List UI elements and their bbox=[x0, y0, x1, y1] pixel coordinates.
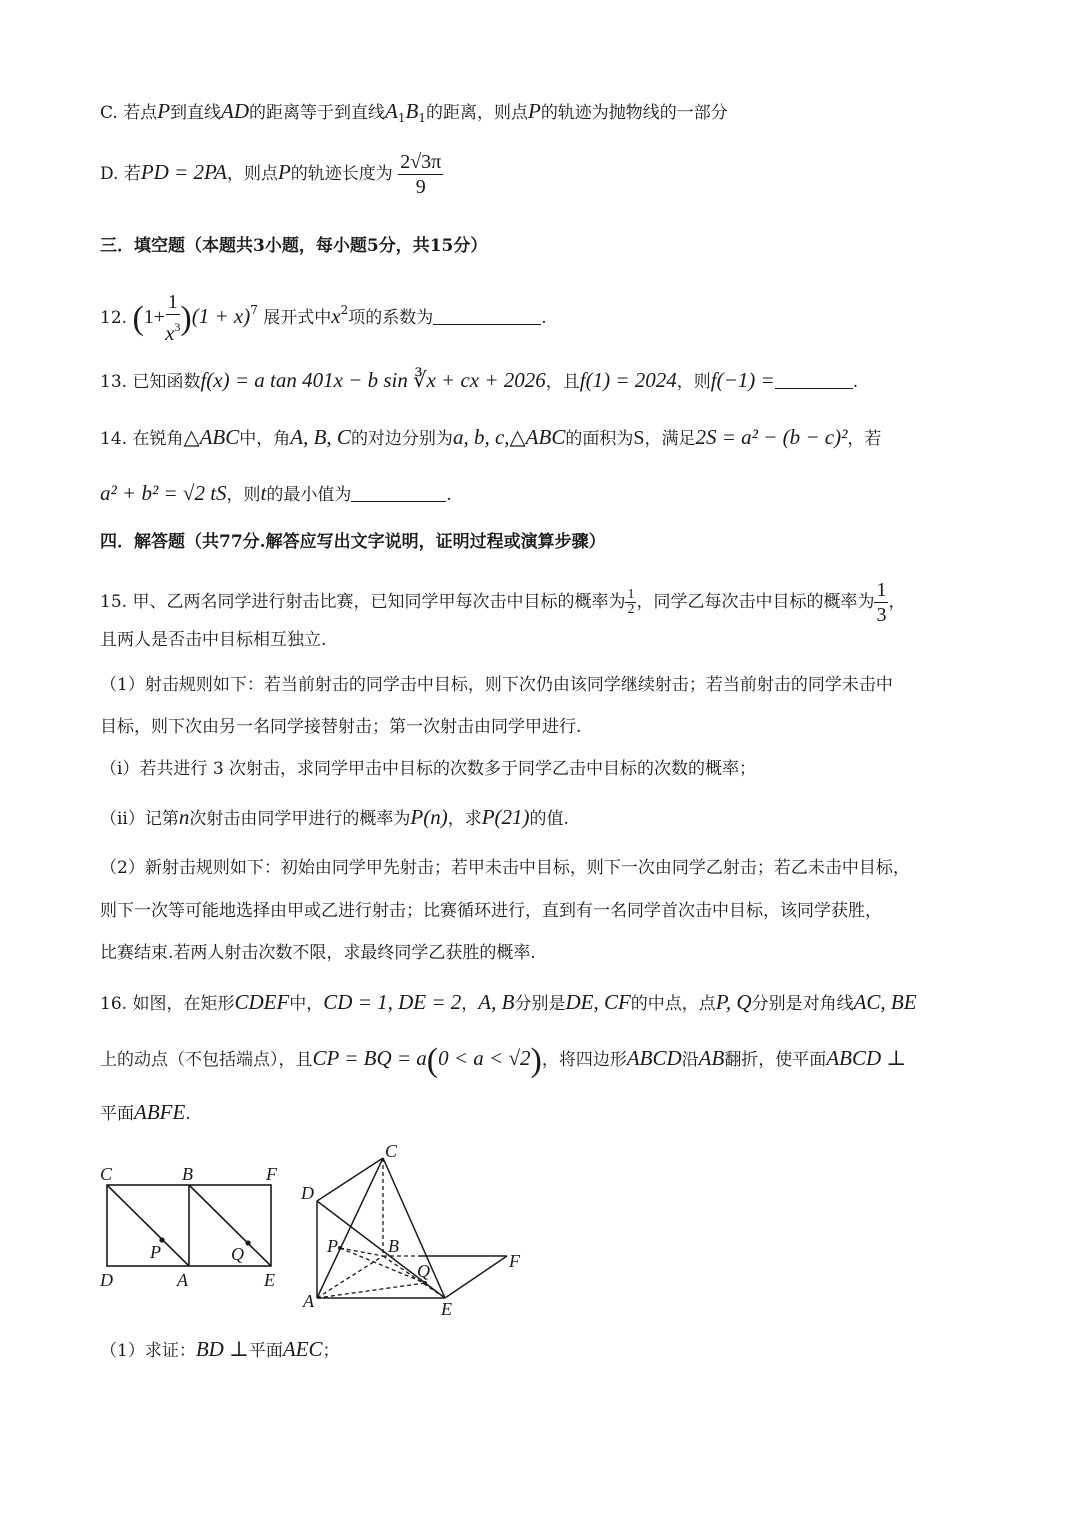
label-a: A bbox=[177, 1270, 188, 1290]
label-c: C bbox=[100, 1164, 113, 1184]
question-15-part-1-line-2: 目标，则下次由另一名同学接替射击；第一次射击由同学甲进行. bbox=[100, 717, 582, 737]
label-f-3d: F bbox=[509, 1251, 520, 1271]
question-15-line-2: 且两人是否击中目标相互独立. bbox=[100, 630, 327, 650]
q13-answer-blank bbox=[775, 370, 853, 389]
label-q-3d: Q bbox=[417, 1261, 430, 1281]
q12-fraction: $\frac{1}{x^3}$ bbox=[165, 291, 181, 345]
question-12: 12. (1+ $\frac{1}{x^3}$ )$(1 + x)^7$ 展开式中$x^2$项的系数为 . bbox=[100, 291, 547, 345]
option-d-fraction: $\frac{2√3\pi}{9}$ bbox=[400, 151, 442, 198]
q15-prob-a-fraction: $\frac{1}{2}$ bbox=[627, 587, 635, 617]
label-p-3d: P bbox=[327, 1236, 338, 1256]
label-d-3d: D bbox=[301, 1183, 314, 1203]
label-c-3d: C bbox=[385, 1141, 398, 1161]
label-d: D bbox=[100, 1270, 113, 1290]
diagonal-be bbox=[189, 1185, 271, 1266]
label-p: P bbox=[150, 1242, 161, 1262]
option-d: D. 若PD = 2PA，则点P的轨迹长度为 $\frac{2√3\pi}{9}$ bbox=[100, 151, 442, 198]
q15-prob-b-fraction: $\frac{1}{3}$ bbox=[876, 579, 887, 626]
q12-answer-blank bbox=[433, 306, 541, 325]
hidden-aq bbox=[317, 1283, 425, 1298]
hidden-pq bbox=[340, 1248, 425, 1283]
figure-flat-rectangle bbox=[90, 1155, 290, 1295]
question-16-line-2: 上的动点（不包括端点），且CP = BQ = a(0 < a < √2)，将四边形ABCD沿AB翻折，使平面ABCD ⊥ bbox=[100, 1042, 907, 1079]
option-c: C. 若点P到直线AD的距离等于到直线$A_1B_1$的距离，则点P的轨迹为抛物线的一部分 bbox=[100, 99, 728, 125]
edge-ef bbox=[445, 1256, 507, 1298]
section-3-heading: 三．填空题（本题共3小题，每小题5分，共15分） bbox=[100, 236, 488, 256]
question-15-sub-i: （i）若共进行 3 次射击，求同学甲击中目标的次数多于同学乙击中目标的次数的概率； bbox=[100, 759, 757, 779]
label-a-3d: A bbox=[303, 1291, 314, 1311]
question-14-line-2: a² + b² = √2 tS，则t的最小值为 . bbox=[100, 481, 452, 505]
question-15-part-1-line-1: （1）射击规则如下：若当前射击的同学击中目标，则下次仍由该同学继续射击；若当前射击的同学未击中 bbox=[100, 675, 893, 695]
question-15-sub-ii: （ii）记第n次射击由同学甲进行的概率为P(n)，求P(21)的值. bbox=[100, 805, 569, 829]
label-e-3d: E bbox=[441, 1299, 452, 1319]
label-f: F bbox=[266, 1164, 277, 1184]
label-q: Q bbox=[231, 1244, 244, 1264]
label-b-3d: B bbox=[388, 1236, 399, 1256]
question-14-line-1: 14. 在锐角△ABC中，角A, B, C的对边分别为a, b, c,△ABC的面积为S，满足2S = a² − (b − c)²，若 bbox=[100, 425, 882, 449]
question-13: 13. 已知函数f(x) = a tan 401x − b sin ∛x + cx + 2026，且f(1) = 2024，则f(−1) = . bbox=[100, 368, 859, 392]
q14-answer-blank bbox=[351, 483, 446, 502]
question-16-line-3: 平面ABFE. bbox=[100, 1100, 191, 1124]
point-q-3d bbox=[423, 1281, 427, 1285]
label-e: E bbox=[264, 1270, 275, 1290]
section-4-heading: 四．解答题（共77分.解答应写出文字说明，证明过程或演算步骤） bbox=[100, 532, 606, 552]
question-15-part-2-line-3: 比赛结束.若两人射击次数不限，求最终同学乙获胜的概率. bbox=[100, 943, 536, 963]
question-15-part-2-line-2: 则下一次等可能地选择由甲或乙进行射击；比赛循环进行，直到有一名同学首次击中目标，该同学获胜， bbox=[100, 901, 882, 921]
question-16-part-1: （1）求证：BD ⊥平面AEC； bbox=[100, 1337, 340, 1361]
question-15-line-1: 15. 甲、乙两名同学进行射击比赛，已知同学甲每次击中目标的概率为 $\frac{1}{2}$ ，同学乙每次击中目标的概率为 $\frac{1}{3}$ ， bbox=[100, 579, 906, 626]
diagonal-ca bbox=[107, 1185, 189, 1266]
question-15-part-2-line-1: （2）新射击规则如下：初始由同学甲先射击；若甲未击中目标，则下一次由同学乙射击；若乙未击中目标， bbox=[100, 858, 910, 878]
figure-folded-solid bbox=[295, 1135, 530, 1320]
point-p-3d bbox=[338, 1246, 342, 1250]
point-q bbox=[245, 1240, 250, 1245]
question-16-line-1: 16. 如图，在矩形CDEF中，CD = 1, DE = 2，A, B分别是DE, CF的中点，点P, Q分别是对角线AC, BE bbox=[100, 990, 917, 1014]
label-b: B bbox=[182, 1164, 193, 1184]
hidden-pb bbox=[340, 1248, 383, 1256]
